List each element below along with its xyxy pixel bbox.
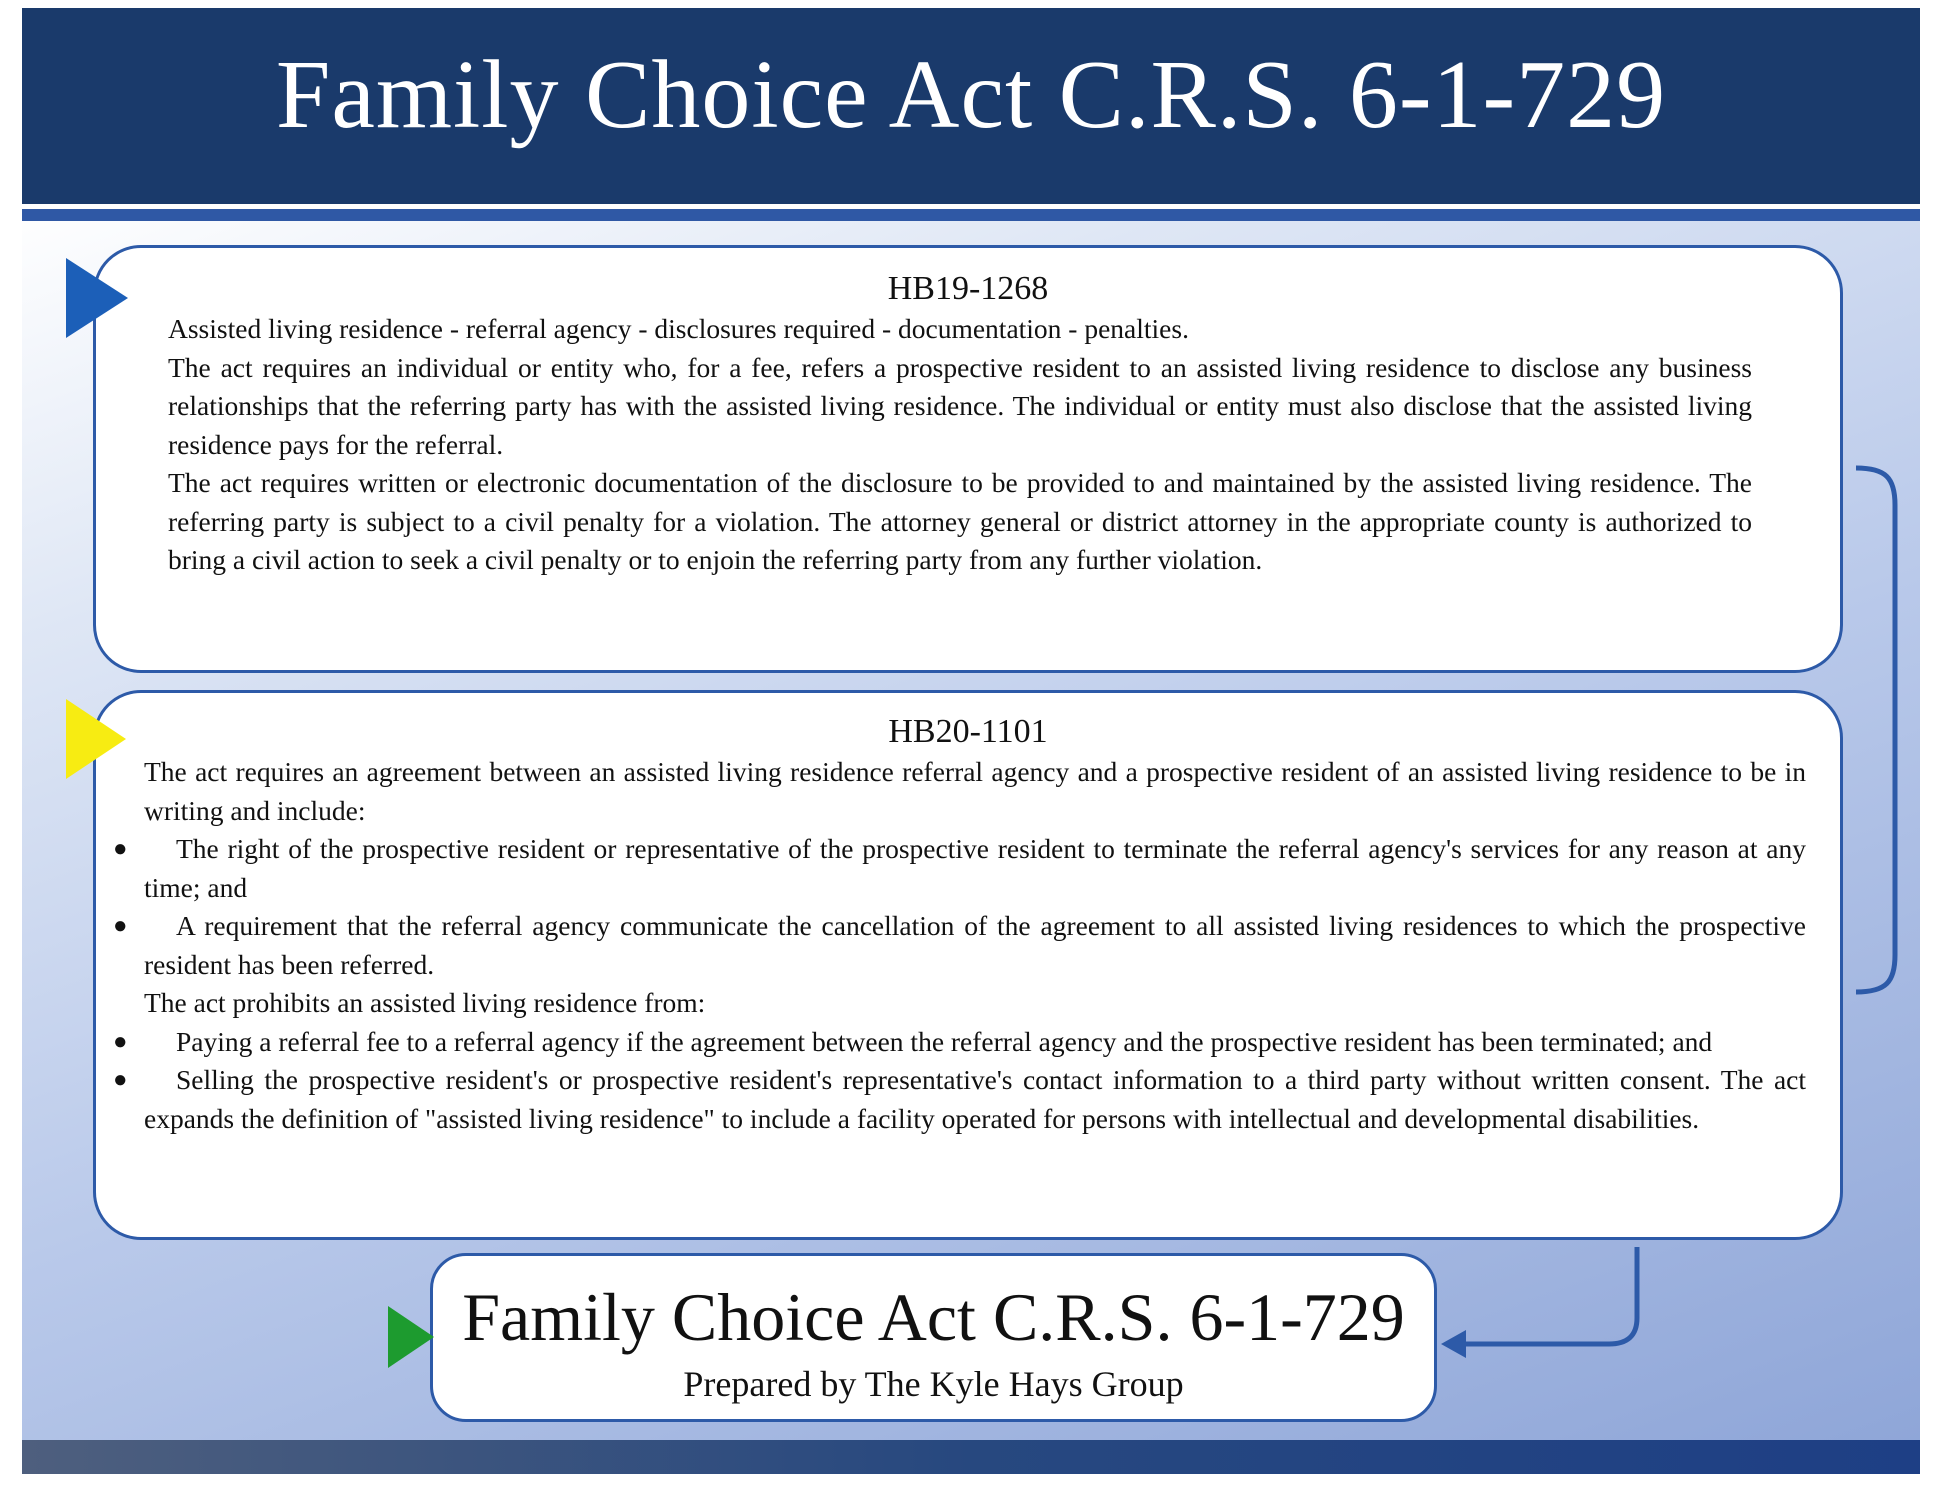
bullet-icon: ● — [113, 1067, 128, 1093]
hb19-card — [93, 245, 1843, 673]
hb19-paragraph-2: The act requires written or electronic documentation of the disclosure to be provided to and maintained by the assisted living residence. The referring party is subject to a civil penalty for a violation. The attorney general or district attorney in the appropriate county is authorized to bring a civil action to seek a civil penalty or to enjoin the referring party from any further violation. — [168, 467, 1752, 575]
footer-title: Family Choice Act C.R.S. 6-1-729 — [462, 1279, 1405, 1355]
page-title: Family Choice Act C.R.S. 6-1-729 — [275, 41, 1667, 149]
green-triangle-icon — [388, 1306, 434, 1368]
hb20-body — [113, 753, 1806, 1138]
bullet-icon: ● — [113, 1028, 128, 1055]
hb20-card — [93, 690, 1843, 1240]
bullet-icon: ● — [113, 836, 128, 862]
list-item — [113, 830, 1806, 907]
yellow-triangle-icon — [66, 699, 126, 779]
list-item — [113, 1023, 1806, 1062]
hb20-title: HB20-1101 — [888, 713, 1048, 750]
hb19-body — [168, 310, 1752, 580]
hb20-bullet-1: The right of the prospective resident or representative of the prospective resident to terminate the referral agency's services for any reason at any time; and — [144, 833, 1806, 903]
hb20-bullet-4: Selling the prospective resident's or prospective resident's representative's contact information to a third party without written consent. The act expands the definition of "assisted living residence" to include a facility operated for persons with intellectual and developmental disabilities. — [144, 1064, 1806, 1134]
hb20-bullet-2: A requirement that the referral agency communicate the cancellation of the agreement to all assisted living residences to which the prospective resident has been referred. — [144, 910, 1806, 980]
header-banner — [22, 8, 1920, 204]
list-item — [113, 1061, 1806, 1138]
hb20-prohibits: The act prohibits an assisted living residence from: — [144, 987, 706, 1018]
footer-bar — [22, 1440, 1920, 1474]
hb19-subtitle: Assisted living residence - referral agency - disclosures required - documentation - penalties. — [168, 313, 1189, 344]
hb19-title: HB19-1268 — [887, 270, 1049, 307]
hb19-paragraph-1: The act requires an individual or entity who, for a fee, refers a prospective resident to an assisted living residence to disclose any business relationships that the referring party has with the assisted living residence. The individual or entity must also disclose that the assisted living residence pays for the referral. — [168, 351, 1752, 460]
blue-triangle-icon — [66, 258, 128, 338]
bullet-icon: ● — [113, 913, 128, 939]
footer-subtitle: Prepared by The Kyle Hays Group — [683, 1364, 1184, 1404]
hb20-intro: The act requires an agreement between an assisted living residence referral agency and a prospective resident of an assisted living residence to be in writing and include: — [144, 756, 1806, 826]
hb20-bullet-3: Paying a referral fee to a referral agency if the agreement between the referral agency and the prospective resident has been terminated; and — [176, 1025, 1713, 1057]
divider-dark — [22, 209, 1920, 221]
footer-card — [430, 1253, 1437, 1422]
list-item — [113, 907, 1806, 984]
